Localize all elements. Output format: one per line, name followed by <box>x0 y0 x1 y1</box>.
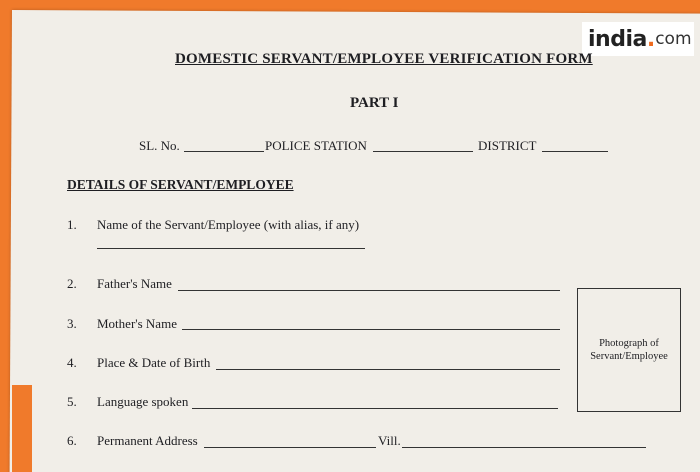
language-field[interactable] <box>192 408 558 409</box>
logo-tld: com <box>655 29 692 49</box>
item-number: 3. <box>67 316 77 331</box>
form-title: DOMESTIC SERVANT/EMPLOYEE VERIFICATION FORM <box>175 51 593 67</box>
item-number: 4. <box>67 355 77 370</box>
item-number: 6. <box>67 433 77 448</box>
village-field[interactable] <box>402 447 646 448</box>
birth-place-date-label: Place & Date of Birth <box>97 355 211 370</box>
sl-no-field[interactable] <box>184 151 264 152</box>
item-number: 1. <box>67 217 77 232</box>
village-label: Vill. <box>378 433 401 448</box>
birth-place-date-field[interactable] <box>216 369 560 370</box>
mothers-name-label: Mother's Name <box>97 316 177 331</box>
permanent-address-label: Permanent Address <box>97 433 198 448</box>
part-title: PART I <box>350 95 399 111</box>
mothers-name-field[interactable] <box>182 329 560 330</box>
servant-name-field[interactable] <box>97 248 365 249</box>
orange-frame-corner <box>12 385 32 472</box>
district-field[interactable] <box>542 151 608 152</box>
logo-dot: . <box>646 26 656 52</box>
photo-label-line2: Servant/Employee <box>590 351 668 362</box>
language-label: Language spoken <box>97 394 189 409</box>
section-heading: DETAILS OF SERVANT/EMPLOYEE <box>67 177 294 192</box>
police-station-field[interactable] <box>373 151 473 152</box>
fathers-name-label: Father's Name <box>97 276 172 291</box>
photo-label-line1: Photograph of <box>599 338 659 349</box>
servant-name-label: Name of the Servant/Employee (with alias, if any) <box>97 217 360 232</box>
police-station-label: POLICE STATION <box>265 138 367 153</box>
permanent-address-field[interactable] <box>204 447 376 448</box>
item-number: 2. <box>67 276 77 291</box>
photograph-box[interactable] <box>577 288 681 412</box>
district-label: DISTRICT <box>478 138 537 153</box>
sl-no-label: SL. No. <box>139 138 180 153</box>
logo-text: india <box>588 26 647 52</box>
fathers-name-field[interactable] <box>178 290 560 291</box>
item-number: 5. <box>67 394 77 409</box>
india-com-logo <box>582 22 694 56</box>
